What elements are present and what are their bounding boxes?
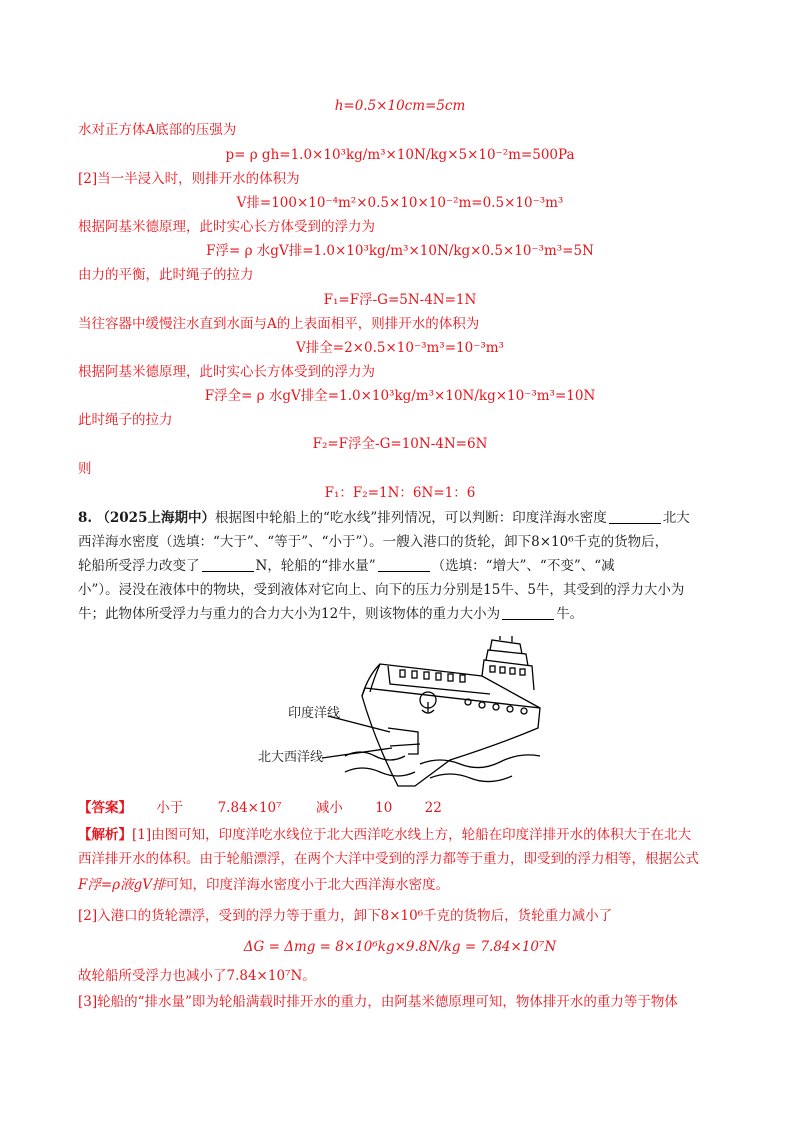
answer-2: 7.84×10⁷ xyxy=(217,800,282,816)
calc-buoyancy-eq-1: F浮= ρ 水gV排=1.0×10³kg/m³×10N/kg×0.5×10⁻³m³=5N xyxy=(206,243,594,259)
question-text-2a: 西洋海水密度（选填：“大于”、“等于”、“小于”）。一艘入港口的货轮，卸下8×10⁶千克的货物 xyxy=(78,534,642,550)
calc-step2-intro: [2]当一半浸入时，则排开水的体积为 xyxy=(78,171,300,187)
question-text-3b: N，轮船的“排水量” xyxy=(255,558,376,574)
blank-1 xyxy=(609,509,661,524)
analysis-line-6: [3]轮船的“排水量”即为轮船满载时排开水的重力，由阿基米德原理可知，物体排开水的重力等于物体 xyxy=(78,994,678,1010)
analysis-line-2: 西洋排开水的体积。由于轮船漂浮，在两个大洋中受到的浮力都等于重力，即受到的浮力相等，根据公式 xyxy=(78,851,699,867)
question-text-2b: 后， xyxy=(641,534,669,550)
calc-archimedes-1: 根据阿基米德原理，此时实心长方体受到的浮力为 xyxy=(78,219,375,235)
calc-pressure-intro: 水对正方体A底部的压强为 xyxy=(78,122,237,138)
analysis-weight-eq: ΔG = Δmg = 8×10⁶kg×9.8N/kg = 7.84×10⁷N xyxy=(243,939,557,955)
question-line-1 xyxy=(78,508,690,528)
calc-tension-intro: 此时绳子的拉力 xyxy=(78,412,173,428)
question-number: 8. xyxy=(78,510,93,526)
blank-2 xyxy=(202,557,254,572)
calc-tension-2: F₂=F浮全-G=10N-4N=6N xyxy=(312,436,488,452)
calc-buoyancy-eq-2: F浮全= ρ 水gV排全=1.0×10³kg/m³×10N/kg×10⁻³m³=10N xyxy=(204,388,596,404)
label-indian-ocean-line: 印度洋线 xyxy=(288,706,341,721)
question-text-1a: 根据图中轮船上的“吃水线”排列情况，可以判断：印度洋海水密度 xyxy=(214,510,607,526)
analysis-text-1a: [1]由图可知，印度洋吃水线位于北大西洋吃水线上方，轮船在印度洋排开水的体积大于在北大 xyxy=(132,827,692,843)
analysis-line-4: [2]入港口的货轮漂浮，受到的浮力等于重力，卸下8×10⁶千克的货物后，货轮重力减小了 xyxy=(78,908,613,924)
sea-waves xyxy=(345,752,540,782)
answer-line xyxy=(78,798,442,818)
answer-3: 减小 xyxy=(315,800,343,816)
calc-h-line: h=0.5×10cm=5cm xyxy=(334,98,466,114)
analysis-line-5: 故轮船所受浮力也减小了7.84×10⁷N。 xyxy=(78,968,316,984)
waterline-indian xyxy=(388,728,418,754)
analysis-text-3: 可知，印度洋海水密度小于北大西洋海水密度。 xyxy=(165,877,450,893)
ship-hull xyxy=(362,688,540,786)
analysis-line-3 xyxy=(78,875,449,895)
waterline-atlantic xyxy=(390,744,420,746)
label-north-atlantic-line: 北大西洋线 xyxy=(258,750,324,765)
question-line-5 xyxy=(78,604,583,624)
calc-volume-eq: V排=100×10⁻⁴m²×0.5×10×10⁻²m=0.5×10⁻³m³ xyxy=(236,195,564,211)
buoyancy-formula: F浮=ρ液gV排 xyxy=(78,877,166,893)
analysis-tag: 【解析】 xyxy=(78,827,132,843)
question-source: （2025上海期中） xyxy=(96,510,215,526)
calc-ratio: F₁：F₂=1N：6N=1：6 xyxy=(324,485,476,501)
answer-1: 小于 xyxy=(156,800,184,816)
answer-tag: 【答案】 xyxy=(78,800,132,816)
question-text-1b: 北大 xyxy=(662,510,690,526)
answer-4: 10 xyxy=(375,800,393,816)
answer-5: 22 xyxy=(424,800,442,816)
question-text-3a: 轮船所受浮力改变了 xyxy=(78,558,200,574)
analysis-line-1 xyxy=(78,825,691,845)
calc-pressure-eq: p= ρ gh=1.0×10³kg/m³×10N/kg×5×10⁻²m=500Pa xyxy=(225,147,575,163)
calc-tension-1: F₁=F浮-G=5N-4N=1N xyxy=(323,292,477,308)
question-line-2 xyxy=(78,532,668,552)
leader-atlantic xyxy=(322,748,392,758)
calc-fill-intro: 当往容器中缓慢注水直到水面与A的上表面相平，则排开水的体积为 xyxy=(78,316,480,332)
question-line-3 xyxy=(78,556,615,576)
blank-4 xyxy=(502,605,554,620)
ship-superstructure xyxy=(482,660,534,690)
question-text-3c: （选填：“增大”、“不变”、“减 xyxy=(431,558,615,574)
calc-archimedes-2: 根据阿基米德原理，此时实心长方体受到的浮力为 xyxy=(78,364,375,380)
calc-then: 则 xyxy=(78,461,92,477)
question-text-5b: 牛。 xyxy=(556,606,584,622)
calc-balance: 由力的平衡，此时绳子的拉力 xyxy=(78,267,254,283)
question-text-5a: 牛；此物体所受浮力与重力的合力大小为12牛，则该物体的重力大小为 xyxy=(78,606,501,622)
calc-volume-full: V排全=2×0.5×10⁻³m³=10⁻³m³ xyxy=(296,340,504,356)
blank-3 xyxy=(378,557,430,572)
question-line-4: 小”）。浸没在液体中的物块，受到液体对它向上、向下的压力分别是15牛、5牛，其受到的浮力大小为 xyxy=(78,582,685,598)
